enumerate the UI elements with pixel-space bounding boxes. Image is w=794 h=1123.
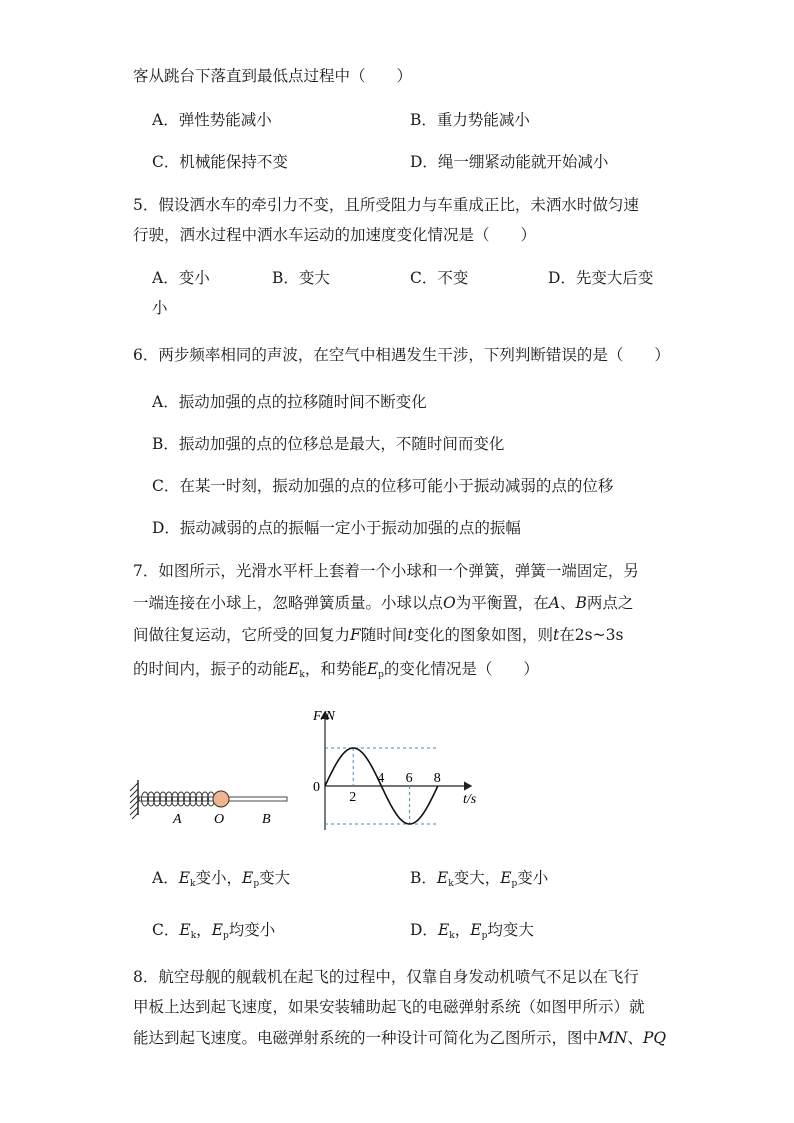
label-a: A (173, 812, 182, 827)
q8-stem-line3: 能达到起飞速度。电磁弹射系统的一种设计可简化为乙图所示，图中MN、PQ (133, 1029, 667, 1047)
q7-option-b: B．$E_k$变大，$E_p$变小 (410, 869, 549, 889)
q7-option-d: D．$E_k$，$E_p$均变大 (410, 921, 534, 941)
q6-option-a: A．振动加强的点的拉移随时间不断变化 (152, 393, 427, 411)
label-o: O (214, 812, 225, 827)
q4-option-b: B．重力势能减小 (410, 111, 530, 129)
q7-option-c: C．$E_k$，$E_p$均变小 (152, 921, 276, 941)
q7-stem-line2: 一端连接在小球上，忽略弹簧质量。小球以点O为平衡置，在A、B两点之 (133, 594, 634, 612)
q7-stem-line4: 的时间内，振子的动能$E_k$，和势能$E_p$的变化情况是（ ） (133, 660, 539, 680)
origin-label: 0 (313, 780, 320, 795)
q4-option-a: A．弹性势能减小 (152, 111, 272, 129)
q8-stem-line1: 8．航空母舰的舰载机在起飞的过程中，仅靠自身发动机喷气不足以在飞行 (133, 968, 639, 986)
wall-hatching (130, 783, 138, 819)
q7-stem-line1: 7．如图所示，光滑水平杆上套着一个小球和一个弹簧，弹簧一端固定，另 (133, 562, 639, 580)
label-b: B (262, 812, 271, 827)
q7-option-a: A．$E_k$变小，$E_p$变大 (152, 869, 291, 889)
x-tick-label: 4 (377, 771, 385, 786)
q5-option-b: B．变大 (272, 269, 330, 287)
q5-option-d-wrap: 小 (152, 299, 168, 317)
q5-option-c: C．不变 (410, 269, 469, 287)
q5-option-a: A．变小 (152, 269, 210, 287)
x-tick-label: 6 (405, 771, 413, 786)
q5-stem-line1: 5．假设洒水车的牵引力不变，且所受阻力与车重成正比，未洒水时做匀速 (133, 196, 639, 214)
q4-stem-tail: 客从跳台下落直到最低点过程中（ ） (133, 67, 413, 85)
q5-stem-line2: 行驶，洒水过程中洒水车运动的加速度变化情况是（ ） (133, 226, 537, 244)
q6-stem: 6．两步频率相同的声波，在空气中相遇发生干涉，下列判断错误的是（ ） (133, 346, 670, 364)
q8-stem-line2: 甲板上达到起飞速度，如果安装辅助起飞的电磁弹射系统（如图甲所示）就 (133, 998, 645, 1016)
y-axis-label: F/N (313, 709, 335, 724)
x-axis-label: t/s (463, 792, 477, 807)
x-tick-label: 8 (433, 771, 441, 786)
q6-option-c: C．在某一时刻，振动加强的点的位移可能小于振动减弱的点的位移 (152, 477, 614, 495)
x-tick-label: 2 (349, 790, 357, 805)
ball (213, 791, 229, 807)
spring-ball-diagram (125, 770, 295, 830)
q7-stem-line3: 间做往复运动，它所受的回复力F随时间t变化的图象如图，则t在2s~3s (133, 626, 624, 644)
q4-option-c: C．机械能保持不变 (152, 153, 288, 171)
q6-option-d: D．振动减弱的点的振幅一定小于振动加强的点的振幅 (152, 519, 521, 537)
force-time-graph (305, 700, 490, 835)
q6-option-b: B．振动加强的点的位移总是最大，不随时间而变化 (152, 435, 505, 453)
q5-option-d: D．先变大后变 (548, 269, 654, 287)
spring-coil (142, 792, 215, 806)
q4-option-d: D．绳一绷紧动能就开始减小 (410, 153, 609, 171)
